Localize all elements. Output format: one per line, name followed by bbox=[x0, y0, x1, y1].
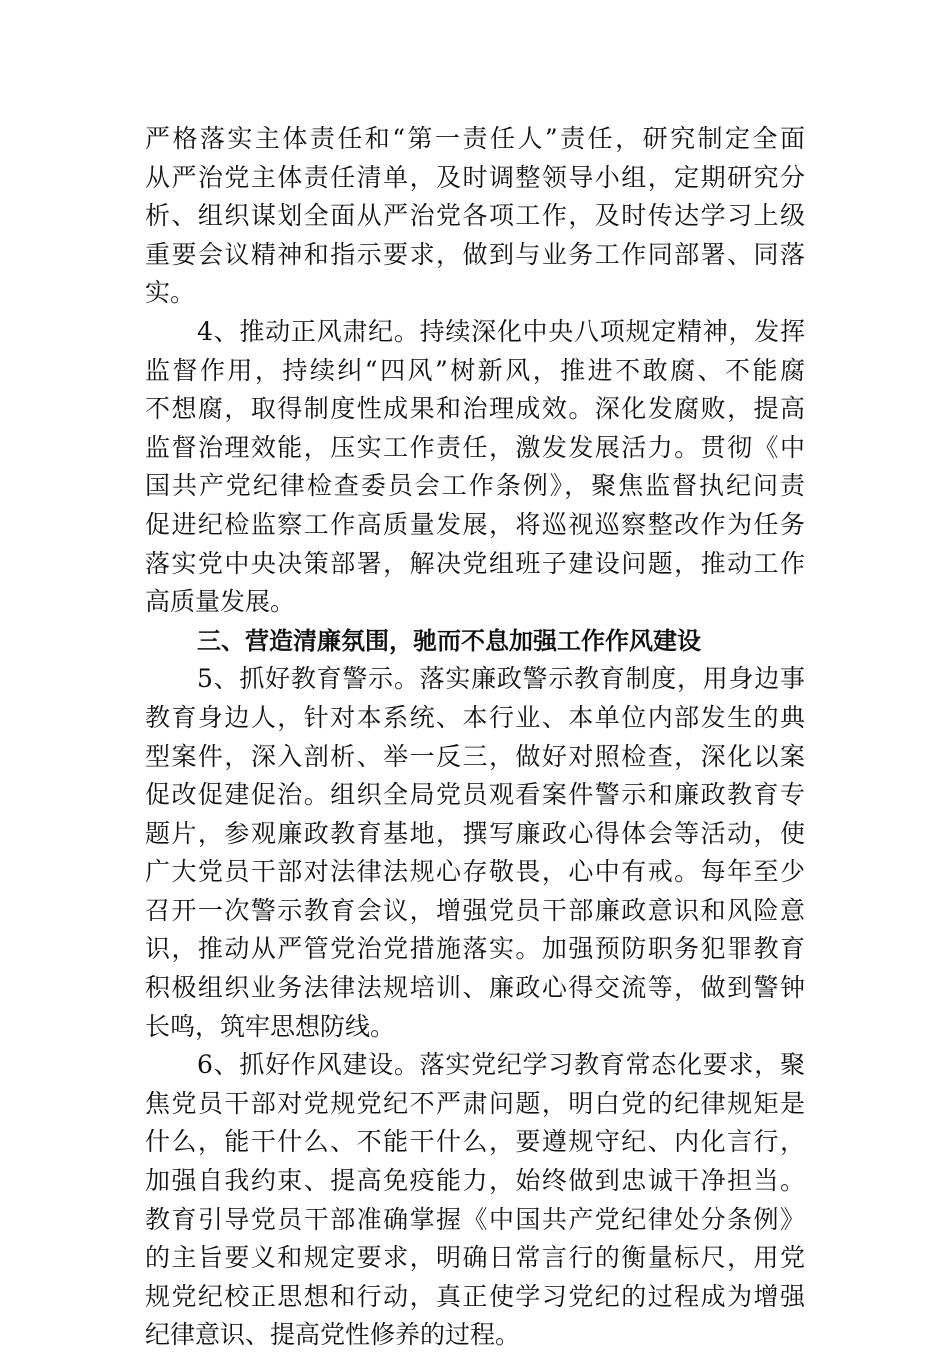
text-line: 重要会议精神和指示要求，做到与业务工作同部署、同落 bbox=[145, 239, 805, 269]
section-heading bbox=[145, 622, 805, 661]
text-line: 监督治理效能，压实工作责任，激发发展活力。贯彻《中 bbox=[145, 432, 805, 462]
paragraph bbox=[145, 120, 805, 313]
paragraph bbox=[145, 1046, 805, 1355]
text-line: 识，推动从严管党治党措施落实。加强预防职务犯罪教育 bbox=[145, 934, 805, 964]
text-line: 促进纪检监察工作高质量发展，将巡视巡察整改作为任务 bbox=[145, 509, 805, 539]
text-line: 加强自我约束、提高免疫能力，始终做到忠诚干净担当。 bbox=[145, 1166, 805, 1196]
text-line: 不想腐，取得制度性成果和治理成效。深化发腐败，提高 bbox=[145, 394, 805, 424]
text-line: 国共产党纪律检查委员会工作条例》，聚焦监督执纪问责 bbox=[145, 471, 805, 501]
text-line: 教育身边人，针对本系统、本行业、本单位内部发生的典 bbox=[145, 702, 805, 732]
text-line: 焦党员干部对党规党纪不严肃问题，明白党的纪律规矩是 bbox=[145, 1088, 805, 1118]
text-line: 教育引导党员干部准确掌握《中国共产党纪律处分条例》 bbox=[145, 1204, 805, 1234]
text-line: 析、组织谋划全面从严治党各项工作，及时传达学习上级 bbox=[145, 201, 805, 231]
text-line: 长鸣，筑牢思想防线。 bbox=[145, 1011, 396, 1041]
text-line: 广大党员干部对法律法规心存敬畏，心中有戒。每年至少 bbox=[145, 857, 805, 887]
text-line: 积极组织业务法律法规培训、廉政心得交流等，做到警钟 bbox=[145, 973, 805, 1003]
text-line: 什么，能干什么、不能干什么，要遵规守纪、内化言行， bbox=[145, 1127, 805, 1157]
text-line: 5、抓好教育警示。落实廉政警示教育制度，用身边事 bbox=[197, 664, 805, 694]
document-page bbox=[145, 120, 805, 1355]
text-line: 规党纪校正思想和行动，真正使学习党纪的过程成为增强 bbox=[145, 1281, 805, 1311]
heading-text: 三、营造清廉氛围，驰而不息加强工作作风建设 bbox=[197, 626, 701, 655]
text-line: 纪律意识、提高党性修养的过程。 bbox=[145, 1320, 521, 1350]
text-line: 促改促建促治。组织全局党员观看案件警示和廉政教育专 bbox=[145, 780, 805, 810]
paragraph bbox=[145, 660, 805, 1046]
paragraph bbox=[145, 313, 805, 622]
text-line: 监督作用，持续纠“四风”树新风，推进不敢腐、不能腐 bbox=[145, 355, 805, 385]
text-line: 型案件，深入剖析、举一反三，做好对照检查，深化以案 bbox=[145, 741, 805, 771]
text-line: 题片，参观廉政教育基地，撰写廉政心得体会等活动，使 bbox=[145, 818, 805, 848]
text-line: 的主旨要义和规定要求，明确日常言行的衡量标尺，用党 bbox=[145, 1243, 805, 1273]
text-line: 6、抓好作风建设。落实党纪学习教育常态化要求，聚 bbox=[197, 1050, 805, 1080]
text-line: 落实党中央决策部署，解决党组班子建设问题，推动工作 bbox=[145, 548, 805, 578]
text-line: 实。 bbox=[145, 278, 196, 308]
text-line: 高质量发展。 bbox=[145, 587, 296, 617]
text-line: 从严治党主体责任清单，及时调整领导小组，定期研究分 bbox=[145, 162, 805, 192]
text-line: 4、推动正风肃纪。持续深化中央八项规定精神，发挥 bbox=[197, 316, 805, 346]
text-line: 召开一次警示教育会议，增强党员干部廉政意识和风险意 bbox=[145, 895, 805, 925]
text-line: 严格落实主体责任和“第一责任人”责任，研究制定全面 bbox=[145, 124, 805, 153]
